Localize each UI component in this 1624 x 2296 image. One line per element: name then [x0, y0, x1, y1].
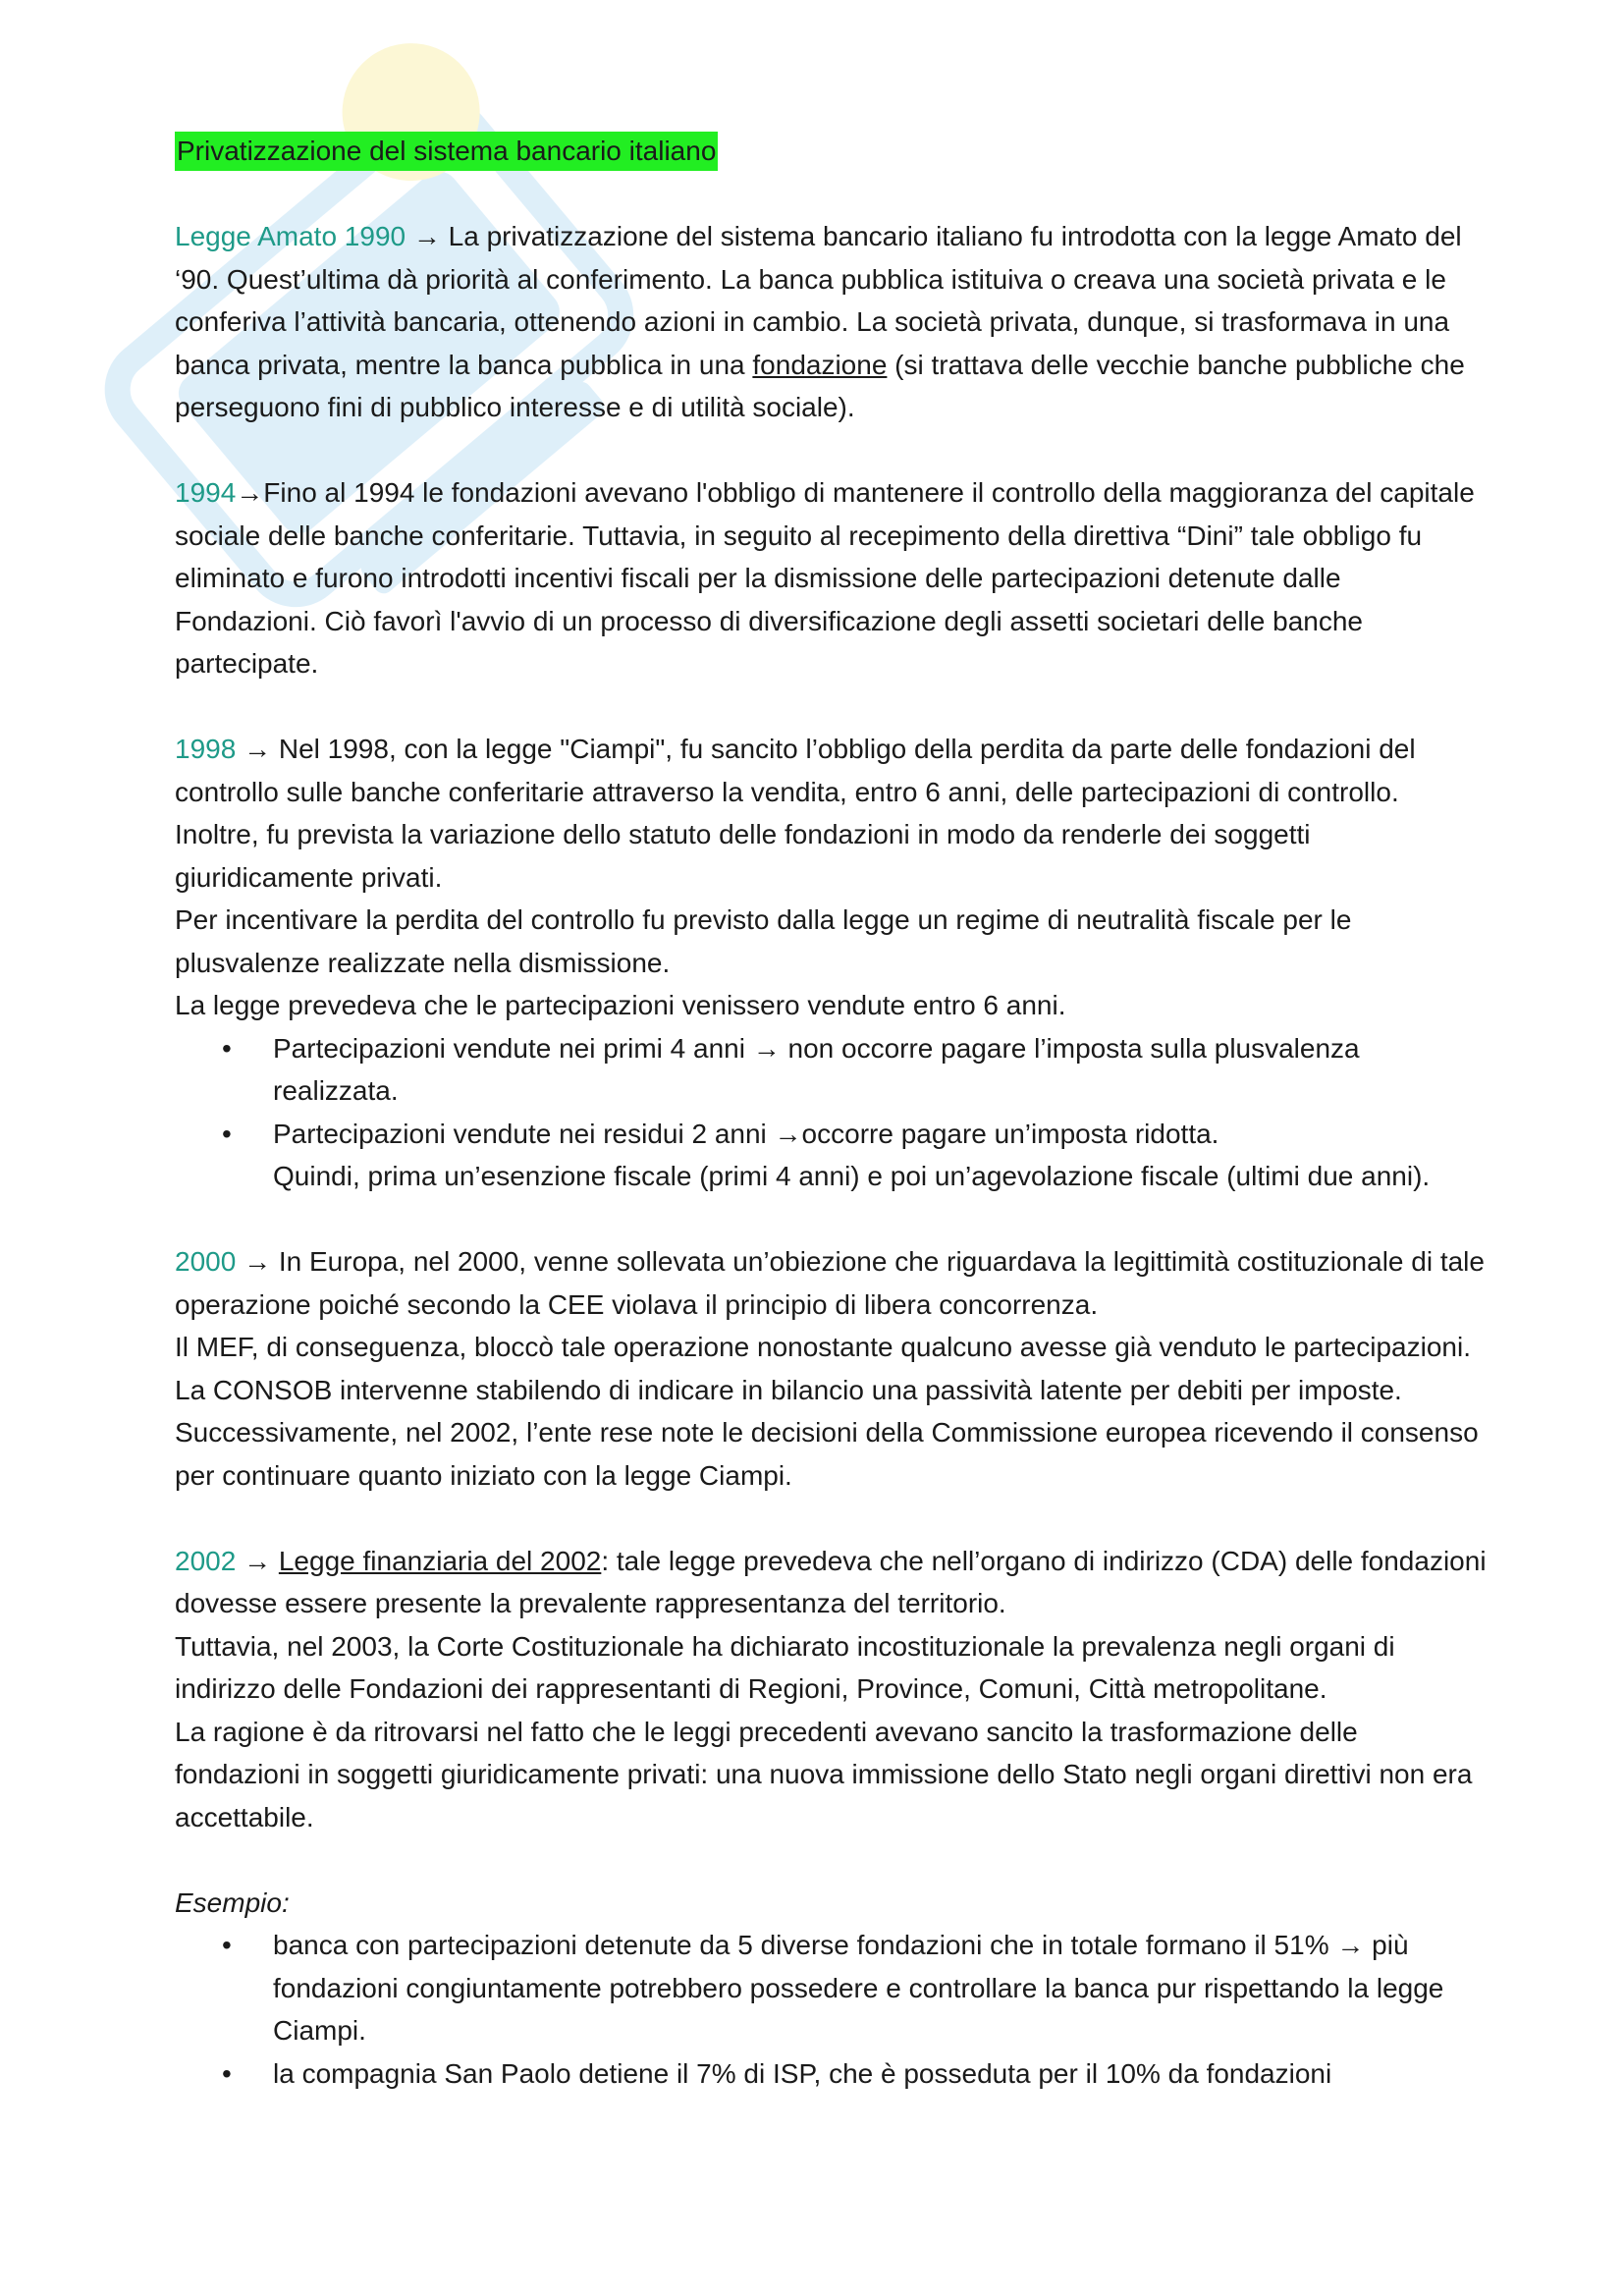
arrow-icon: → [244, 734, 272, 764]
section-2000-paragraph-3: La CONSOB intervenne stabilendo di indicare in bilancio una passività latente per debiti per imposte. [175, 1374, 1402, 1405]
document-page [175, 130, 1490, 2095]
section-1998-paragraph-3: La legge prevedeva che le partecipazioni venissero vendute entro 6 anni. [175, 990, 1066, 1020]
section-1998 [175, 728, 1490, 899]
list-item: • la compagnia San Paolo detiene il 7% di ISP, che è posseduta per il 10% da fondazioni [273, 2052, 1490, 2096]
fondazione-underlined: fondazione [752, 349, 888, 380]
list-item: • banca con partecipazioni detenute da 5 diverse fondazioni che in totale formano il 51% → più fondazioni congiuntamente potrebbero possedere e controllare la banca pur rispettando la legge Ciampi. [273, 1924, 1490, 2052]
section-1998-bullets [175, 1027, 1490, 1156]
section-1994-text: Fino al 1994 le fondazioni avevano l'obbligo di mantenere il controllo della maggioranza del capitale sociale delle banche conferitarie. Tuttavia, in seguito al recepimento della direttiva “Dini” tale obbligo fu eliminato e furono introdotti incentivi fiscali per la dismissione delle partecipazioni detenute dalle Fondazioni. Ciò favorì l'avvio di un processo di diversificazione degli assetti societari delle banche partecipate. [175, 477, 1475, 679]
arrow-icon: → [244, 1545, 272, 1576]
section-2000 [175, 1240, 1490, 1326]
document-title: Privatizzazione del sistema bancario italiano [175, 132, 718, 171]
section-2000-paragraph-2: Il MEF, di conseguenza, bloccò tale operazione nonostante qualcuno avesse già venduto le partecipazioni. [175, 1332, 1471, 1362]
section-1994 [175, 471, 1490, 685]
section-1990 [175, 215, 1490, 429]
list-item: • Partecipazioni vendute nei residui 2 anni →occorre pagare un’imposta ridotta. [273, 1113, 1490, 1156]
example-bullets [175, 1924, 1490, 2095]
arrow-icon: → [244, 1246, 272, 1277]
section-2000-text: In Europa, nel 2000, venne sollevata un’obiezione che riguardava la legittimità costituzionale di tale operazione poiché secondo la CEE violava il principio di libera concorrenza. [175, 1246, 1485, 1320]
section-1994-label: 1994 [175, 477, 237, 508]
section-1998-text: Nel 1998, con la legge "Ciampi", fu sancito l’obbligo della perdita da parte delle fondazioni del controllo sulle banche conferitarie attraverso la vendita, entro 6 anni, delle partecipazioni di controllo. Inoltre, fu prevista la variazione dello statuto delle fondazioni in modo da renderle dei soggetti giuridicamente privati. [175, 734, 1416, 893]
section-2002-paragraph-2: Tuttavia, nel 2003, la Corte Costituzionale ha dichiarato incostituzionale la prevalenza negli organi di indirizzo delle Fondazioni dei rappresentanti di Regioni, Province, Comuni, Città metropolitane. [175, 1630, 1395, 1704]
section-2002-label: 2002 [175, 1545, 237, 1576]
section-2000-label: 2000 [175, 1246, 237, 1277]
section-2002 [175, 1540, 1490, 1625]
list-item: • Partecipazioni vendute nei primi 4 anni → non occorre pagare l’imposta sulla plusvalenza realizzata. [273, 1027, 1490, 1113]
section-2002-text: : tale legge prevedeva che nell’organo di indirizzo (CDA) delle fondazioni dovesse essere presente la prevalente rappresentanza del territorio. [175, 1545, 1487, 1618]
section-1990-text-after: (si trattava delle vecchie banche pubbliche che perseguono fini di pubblico interesse e di utilità sociale). [175, 349, 1465, 422]
example-label: Esempio: [175, 1886, 290, 1918]
legge-finanziaria-underlined: Legge finanziaria del 2002 [278, 1545, 602, 1576]
section-1998-label: 1998 [175, 734, 237, 764]
arrow-icon: → [236, 477, 264, 508]
section-1998-bullet-note: Quindi, prima un’esenzione fiscale (primi 4 anni) e poi un’agevolazione fiscale (ultimi due anni). [273, 1161, 1431, 1191]
section-1998-paragraph-2: Per incentivare la perdita del controllo fu previsto dalla legge un regime di neutralità fiscale per le plusvalenze realizzate nella dismissione. [175, 904, 1352, 978]
section-2000-paragraph-4: Successivamente, nel 2002, l’ente rese note le decisioni della Commissione europea ricevendo il consenso per continuare quanto iniziato con la legge Ciampi. [175, 1417, 1479, 1491]
arrow-icon: → [412, 221, 441, 251]
section-1990-text: La privatizzazione del sistema bancario italiano fu introdotta con la legge Amato del ‘90. Quest’ultima dà priorità al conferimento. La banca pubblica istituiva o creava una società privata e le conferiva l’attività bancaria, ottenendo azioni in cambio. La società privata, dunque, si trasformava in una banca privata, mentre la banca pubblica in una [175, 221, 1462, 380]
section-2002-paragraph-3: La ragione è da ritrovarsi nel fatto che le leggi precedenti avevano sancito la trasformazione delle fondazioni in soggetti giuridicamente privati: una nuova immissione dello Stato negli organi direttivi non era accettabile. [175, 1716, 1473, 1832]
section-1990-label: Legge Amato 1990 [175, 221, 406, 251]
